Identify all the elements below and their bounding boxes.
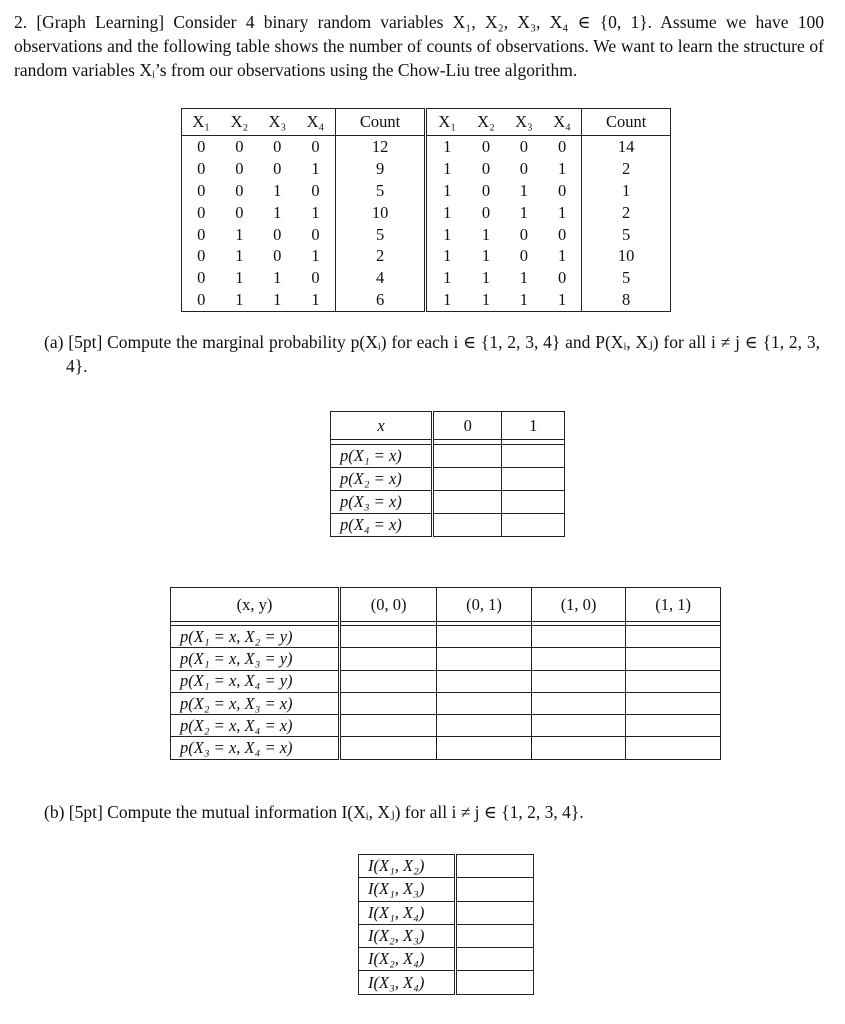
joint-header-00: (0, 0) [340, 588, 437, 622]
count-cell: 0 [182, 289, 221, 311]
marginal-header-x: x [331, 412, 433, 440]
marginal-table [330, 411, 565, 537]
joint-row-label: p(X₂ = x, X₄ = x) [171, 715, 340, 737]
problem-number: 2. [14, 12, 28, 32]
count-cell: 1 [235, 246, 244, 266]
count-cell: 2 [582, 202, 671, 224]
joint-header-11: (1, 1) [626, 588, 721, 622]
joint-row-label: p(X₁ = x, X₄ = y) [171, 670, 340, 692]
header-x2: X₂ [220, 109, 258, 136]
answer-cell[interactable] [456, 971, 534, 994]
count-cell: 0 [235, 136, 244, 156]
count-cell: 0 [519, 224, 529, 244]
mutual-information-table [358, 854, 534, 995]
marginal-row [331, 491, 565, 514]
answer-cell[interactable] [456, 924, 534, 947]
count-cell: 0 [273, 136, 282, 156]
joint-row [171, 670, 721, 692]
count-cell: 0 [182, 180, 221, 202]
count-cell: 0 [182, 224, 221, 246]
marginal-row [331, 468, 565, 491]
joint-header-01: (0, 1) [437, 588, 532, 622]
answer-cell[interactable] [456, 878, 534, 901]
count-cell: 1 [481, 246, 491, 266]
answer-cell[interactable] [437, 648, 532, 670]
count-cell: 1 [296, 158, 335, 180]
count-table-header [182, 109, 671, 136]
marginal-row-label: p(X₁ = x) [331, 445, 433, 468]
joint-header-10: (1, 0) [531, 588, 626, 622]
answer-cell[interactable] [340, 670, 437, 692]
count-row [182, 202, 671, 224]
answer-cell[interactable] [531, 626, 626, 648]
answer-cell[interactable] [626, 670, 721, 692]
count-cell: 1 [543, 245, 582, 267]
joint-row-label: p(X₃ = x, X₄ = x) [171, 737, 340, 759]
count-cell: 12 [335, 136, 426, 158]
count-cell: 0 [296, 136, 335, 158]
mi-row-label: I(X₁, X₄) [359, 901, 456, 924]
joint-row [171, 737, 721, 759]
count-cell: 5 [335, 224, 426, 246]
answer-cell[interactable] [340, 715, 437, 737]
count-cell: 9 [335, 158, 426, 180]
part-b-text: (b) [5pt] Compute the mutual information I(Xᵢ, Xⱼ) for all i ≠ j ∈ {1, 2, 3, 4}. [44, 802, 584, 822]
problem-statement [14, 10, 824, 82]
count-cell: 0 [519, 246, 529, 266]
mi-row-label: I(X₁, X₂) [359, 855, 456, 878]
answer-cell[interactable] [626, 626, 721, 648]
count-cell: 0 [182, 202, 221, 224]
joint-row [171, 692, 721, 714]
header-x1: X₁ [182, 109, 221, 136]
count-cell: 1 [273, 202, 282, 222]
count-cell: 1 [296, 245, 335, 267]
joint-row-label: p(X₂ = x, X₃ = x) [171, 692, 340, 714]
count-cell: 0 [543, 224, 582, 246]
count-cell: 0 [481, 136, 491, 156]
header-x3: X₃ [258, 109, 296, 136]
count-cell: 0 [235, 180, 244, 200]
answer-cell[interactable] [437, 692, 532, 714]
mi-row [359, 878, 534, 901]
mi-row [359, 971, 534, 994]
count-cell: 1 [543, 289, 582, 311]
header-count: Count [335, 109, 426, 136]
count-cell: 0 [273, 158, 282, 178]
answer-cell[interactable] [531, 670, 626, 692]
count-cell: 0 [543, 136, 582, 158]
answer-cell[interactable] [340, 737, 437, 759]
answer-cell[interactable] [531, 692, 626, 714]
count-cell: 1 [443, 246, 452, 266]
count-cell: 0 [519, 158, 529, 178]
count-cell: 5 [582, 267, 671, 289]
count-cell: 0 [296, 180, 335, 202]
joint-row-label: p(X₁ = x, X₃ = y) [171, 648, 340, 670]
answer-cell[interactable] [437, 715, 532, 737]
count-cell: 0 [481, 180, 491, 200]
answer-cell[interactable] [502, 514, 565, 537]
count-cell: 0 [182, 267, 221, 289]
count-cell: 1 [443, 202, 452, 222]
mi-row [359, 924, 534, 947]
joint-table-header [171, 588, 721, 622]
answer-cell[interactable] [456, 855, 534, 878]
joint-row [171, 626, 721, 648]
answer-cell[interactable] [626, 692, 721, 714]
count-cell: 1 [519, 180, 529, 200]
count-cell: 5 [335, 180, 426, 202]
count-cell: 0 [543, 267, 582, 289]
answer-cell[interactable] [340, 692, 437, 714]
count-cell: 1 [481, 268, 491, 288]
mi-row [359, 855, 534, 878]
marginal-table-header [331, 412, 565, 440]
answer-cell[interactable] [502, 468, 565, 491]
marginal-row-label: p(X₂ = x) [331, 468, 433, 491]
count-cell: 1 [443, 224, 452, 244]
count-cell: 0 [543, 180, 582, 202]
header-x1-b: X₁ [426, 109, 467, 136]
joint-row [171, 648, 721, 670]
count-cell: 1 [296, 202, 335, 224]
count-cell: 0 [519, 136, 529, 156]
answer-cell[interactable] [437, 626, 532, 648]
count-cell: 0 [235, 158, 244, 178]
part-b-question [44, 800, 820, 824]
count-cell: 10 [582, 245, 671, 267]
count-cell: 1 [443, 290, 452, 310]
marginal-row [331, 445, 565, 468]
joint-header-xy: (x, y) [171, 588, 340, 622]
count-cell: 1 [273, 180, 282, 200]
header-count-b: Count [582, 109, 671, 136]
count-cell: 6 [335, 289, 426, 311]
part-a-text: (a) [5pt] Compute the marginal probability p(Xᵢ) for each i ∈ {1, 2, 3, 4} and P(Xᵢ, Xⱼ) for all i ≠ j ∈ {1, 2, 3, 4}. [44, 332, 820, 376]
answer-cell[interactable] [531, 715, 626, 737]
count-cell: 5 [582, 224, 671, 246]
count-cell: 1 [296, 289, 335, 311]
count-cell: 0 [273, 246, 282, 266]
count-cell: 2 [582, 158, 671, 180]
answer-cell[interactable] [531, 648, 626, 670]
answer-cell[interactable] [340, 648, 437, 670]
marginal-row-label: p(X₃ = x) [331, 491, 433, 514]
count-row [182, 180, 671, 202]
mi-row-label: I(X₁, X₃) [359, 878, 456, 901]
marginal-row [331, 514, 565, 537]
count-cell: 1 [443, 158, 452, 178]
count-cell: 0 [235, 202, 244, 222]
answer-cell[interactable] [626, 737, 721, 759]
answer-cell[interactable] [433, 491, 502, 514]
count-row [182, 245, 671, 267]
count-cell: 1 [443, 268, 452, 288]
count-row [182, 224, 671, 246]
header-x3-b: X₃ [505, 109, 543, 136]
count-cell: 0 [296, 267, 335, 289]
answer-cell[interactable] [433, 468, 502, 491]
answer-cell[interactable] [433, 514, 502, 537]
count-cell: 0 [182, 245, 221, 267]
count-cell: 4 [335, 267, 426, 289]
count-row [182, 158, 671, 180]
part-a-question [44, 330, 820, 378]
count-row [182, 136, 671, 158]
count-cell: 1 [519, 290, 529, 310]
count-cell: 1 [443, 136, 452, 156]
count-cell: 1 [481, 224, 491, 244]
answer-cell[interactable] [626, 715, 721, 737]
header-x4-b: X₄ [543, 109, 582, 136]
count-cell: 2 [335, 245, 426, 267]
answer-cell[interactable] [502, 491, 565, 514]
marginal-row-label: p(X₄ = x) [331, 514, 433, 537]
joint-row-label: p(X₁ = x, X₂ = y) [171, 626, 340, 648]
count-cell: 8 [582, 289, 671, 311]
joint-table [170, 587, 721, 760]
count-cell: 0 [273, 224, 282, 244]
count-cell: 1 [543, 202, 582, 224]
count-cell: 1 [519, 268, 529, 288]
answer-cell[interactable] [456, 948, 534, 971]
count-cell: 14 [582, 136, 671, 158]
count-cell: 1 [273, 290, 282, 310]
count-cell: 1 [235, 224, 244, 244]
count-cell: 1 [543, 158, 582, 180]
header-x4: X₄ [296, 109, 335, 136]
answer-cell[interactable] [456, 901, 534, 924]
count-row [182, 267, 671, 289]
count-cell: 0 [296, 224, 335, 246]
mi-row-label: I(X₂, X₃) [359, 924, 456, 947]
answer-cell[interactable] [531, 737, 626, 759]
mi-row-label: I(X₂, X₄) [359, 948, 456, 971]
problem-text: [Graph Learning] Consider 4 binary random variables X₁, X₂, X₃, X₄ ∈ {0, 1}. Assume we have 100 observations and the following table shows the number of counts of observations. We want to learn the structure of random variables Xᵢ’s from our observations using the Chow-Liu tree algorithm. [14, 12, 824, 80]
answer-cell[interactable] [437, 737, 532, 759]
answer-cell[interactable] [502, 445, 565, 468]
mi-row-label: I(X₃, X₄) [359, 971, 456, 994]
count-cell: 1 [443, 180, 452, 200]
count-cell: 0 [481, 202, 491, 222]
marginal-header-0: 0 [433, 412, 502, 440]
count-cell: 1 [273, 268, 282, 288]
answer-cell[interactable] [437, 670, 532, 692]
count-cell: 1 [235, 290, 244, 310]
answer-cell[interactable] [433, 445, 502, 468]
count-cell: 1 [519, 202, 529, 222]
count-cell: 0 [182, 158, 221, 180]
count-cell: 10 [335, 202, 426, 224]
header-x2-b: X₂ [467, 109, 505, 136]
count-cell: 1 [235, 268, 244, 288]
joint-row [171, 715, 721, 737]
count-cell: 1 [481, 290, 491, 310]
count-cell: 0 [481, 158, 491, 178]
mi-row [359, 948, 534, 971]
count-cell: 1 [582, 180, 671, 202]
marginal-header-1: 1 [502, 412, 565, 440]
count-table [181, 108, 671, 312]
count-row [182, 289, 671, 311]
mi-row [359, 901, 534, 924]
answer-cell[interactable] [626, 648, 721, 670]
count-cell: 0 [182, 136, 221, 158]
answer-cell[interactable] [340, 626, 437, 648]
